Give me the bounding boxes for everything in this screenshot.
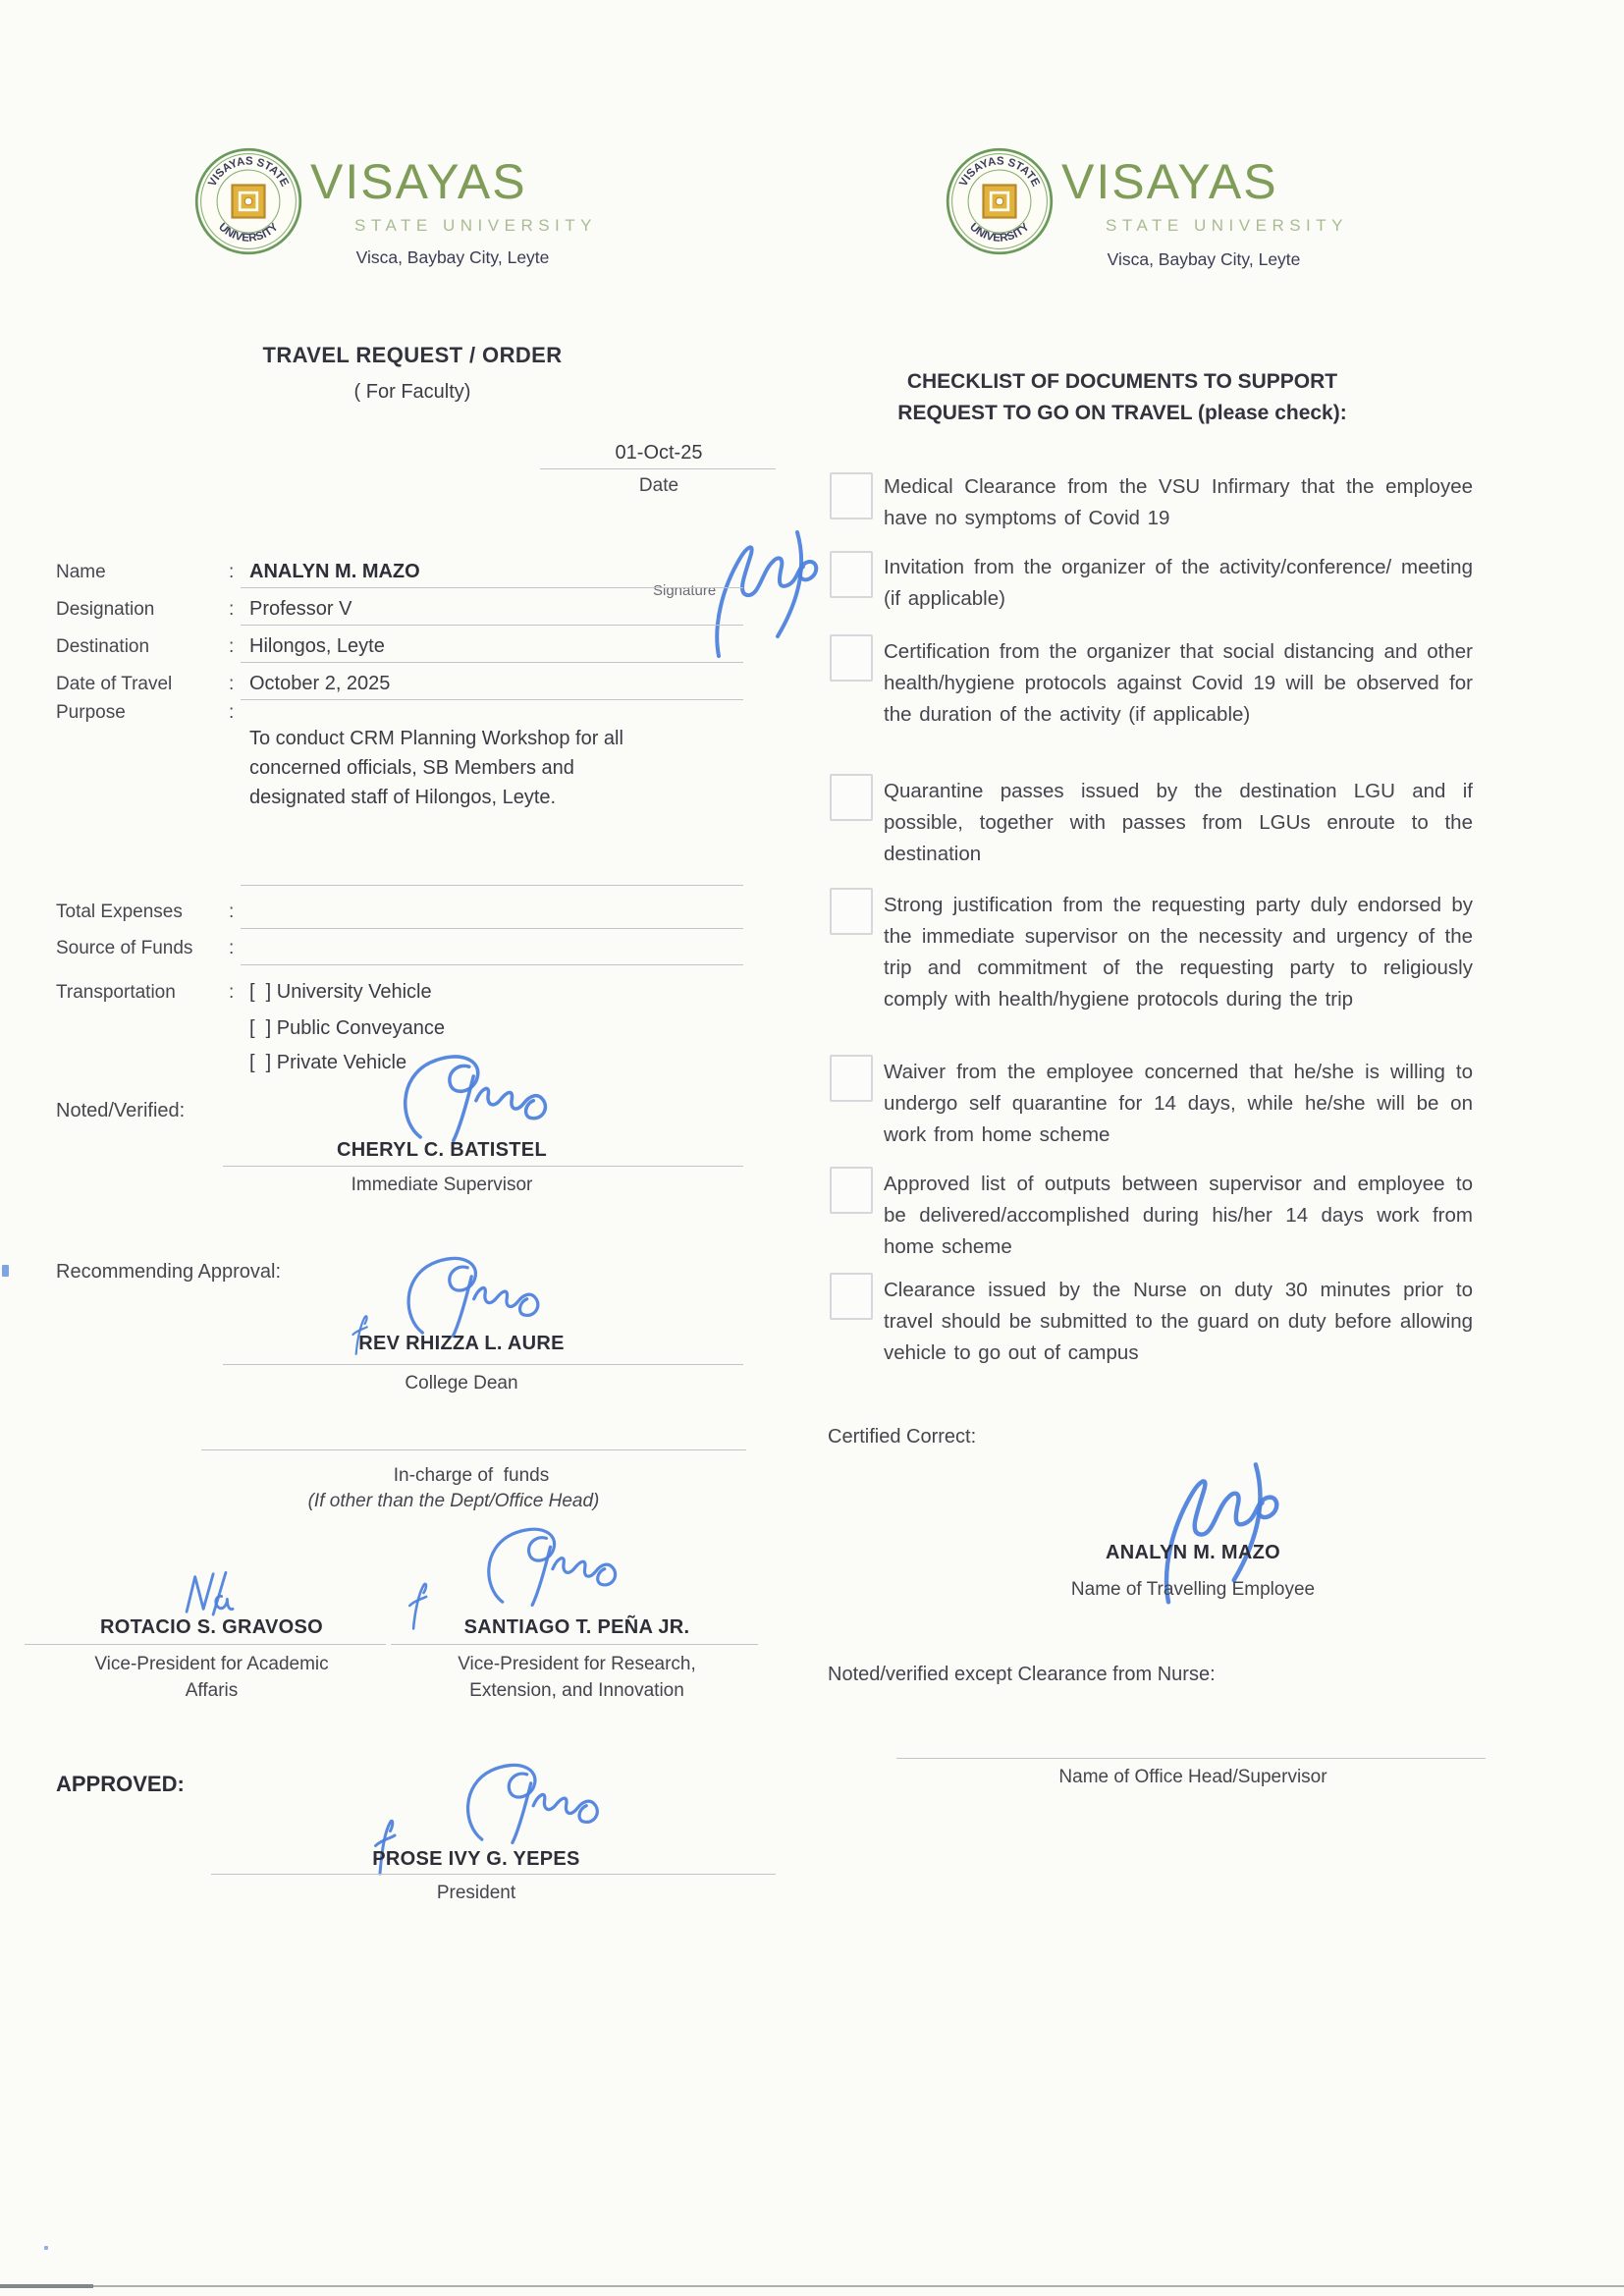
supervisor-underline: [223, 1166, 743, 1167]
in-charge-label: In-charge of funds: [393, 1465, 550, 1486]
recommending-approval-label: Recommending Approval:: [56, 1261, 282, 1283]
seal-text-top: VISAYAS STATE: [206, 155, 291, 190]
travelling-employee-title: Name of Travelling Employee: [1070, 1579, 1316, 1600]
checkbox-nurse-clearance: [830, 1273, 873, 1320]
vp-research-signature: [471, 1520, 653, 1607]
field-destination-value: Hilongos, Leyte: [249, 635, 385, 657]
colon: :: [229, 938, 235, 958]
checkbox-certification: [830, 634, 873, 682]
office-head-label: Name of Office Head/Supervisor: [1058, 1767, 1327, 1787]
total-expenses-underline: [241, 928, 743, 929]
na-handwritten-mark: [180, 1567, 243, 1618]
checkbox-waiver: [830, 1055, 873, 1102]
checkbox-medical-clearance: [830, 472, 873, 519]
field-transportation-label: Transportation: [56, 982, 176, 1003]
field-designation-value: Professor V: [249, 598, 352, 620]
vp-research-title-1: Vice-President for Research,: [458, 1654, 696, 1674]
approved-label: APPROVED:: [56, 1772, 185, 1796]
dean-signature: [393, 1249, 574, 1338]
signature-label: Signature: [653, 582, 717, 599]
scan-artifact: [2, 1265, 9, 1277]
vp-academic-name: ROTACIO S. GRAVOSO: [100, 1616, 323, 1638]
checklist-item: Clearance issued by the Nurse on duty 30 minutes prior to travel should be submitted to the guard on duty before allowing vehicle to go out of campus: [884, 1279, 1473, 1364]
president-name: PROSE IVY G. YEPES: [372, 1848, 580, 1870]
date-underline: [540, 468, 776, 469]
date-label: Date: [638, 475, 679, 496]
field-date-of-travel-value: October 2, 2025: [249, 673, 391, 694]
university-subname: STATE UNIVERSITY: [1106, 216, 1349, 235]
vp-research-title-2: Extension, and Innovation: [469, 1680, 684, 1701]
university-seal-icon: [946, 147, 1054, 255]
noted-except-label: Noted/verified except Clearance from Nurse:: [828, 1664, 1216, 1685]
field-name-underline: [241, 587, 743, 588]
travelling-employee-name: ANALYN M. MAZO: [1106, 1542, 1280, 1563]
university-name: VISAYAS: [310, 154, 527, 209]
vp-research-underline: [391, 1644, 758, 1645]
seal-text-bottom: UNIVERSITY: [216, 221, 281, 245]
checkbox-quarantine-passes: [830, 774, 873, 821]
purpose-underline: [241, 885, 743, 886]
field-name-label: Name: [56, 562, 106, 582]
supervisor-title: Immediate Supervisor: [351, 1175, 533, 1195]
scan-edge-line: [0, 2284, 93, 2288]
scan-artifact: [44, 2246, 48, 2250]
field-date-of-travel-label: Date of Travel: [56, 674, 173, 694]
supervisor-name: CHERYL C. BATISTEL: [337, 1139, 547, 1161]
university-logo-right: [946, 147, 1368, 275]
university-seal-icon: [194, 147, 302, 255]
dean-title: College Dean: [405, 1373, 518, 1394]
field-designation-underline: [241, 625, 743, 626]
transportation-option-private-vehicle: [ ] Private Vehicle: [249, 1052, 407, 1073]
field-purpose-label: Purpose: [56, 702, 126, 723]
university-subname: STATE UNIVERSITY: [354, 216, 598, 235]
checklist-title-line1: CHECKLIST OF DOCUMENTS TO SUPPORT: [906, 370, 1338, 393]
form-title: TRAVEL REQUEST / ORDER: [262, 343, 563, 367]
colon: :: [229, 562, 235, 582]
field-destination-label: Destination: [56, 636, 150, 657]
checkbox-approved-outputs: [830, 1167, 873, 1214]
field-name-value: ANALYN M. MAZO: [249, 561, 420, 582]
date-value: 01-Oct-25: [615, 442, 703, 464]
president-signature: [420, 1756, 666, 1844]
checklist-item: Strong justification from the requesting party duly endorsed by the immediate supervisor on the necessity and urgency of the trip and commitment of the requesting party to religiously comply with health/hygiene protocols during the trip: [884, 894, 1473, 1011]
field-purpose-value: To conduct CRM Planning Workshop for all concerned officials, SB Members and designated staff of Hilongos, Leyte.: [249, 728, 623, 808]
university-address: Visca, Baybay City, Leyte: [355, 247, 550, 267]
university-name: VISAYAS: [1061, 154, 1278, 209]
checklist-title-line2: REQUEST TO GO ON TRAVEL (please check):: [897, 402, 1347, 424]
in-charge-note: (If other than the Dept/Office Head): [307, 1491, 600, 1511]
vp-academic-title-2: Affaris: [185, 1680, 239, 1701]
vp-academic-title-1: Vice-President for Academic: [94, 1654, 329, 1674]
colon: :: [229, 636, 235, 657]
checkbox-strong-justification: [830, 888, 873, 935]
university-address: Visca, Baybay City, Leyte: [1107, 249, 1301, 269]
supervisor-signature: [391, 1043, 582, 1146]
in-charge-underline: [201, 1449, 746, 1450]
source-of-funds-underline: [241, 964, 743, 965]
colon: :: [229, 902, 235, 922]
field-date-of-travel-underline: [241, 699, 743, 700]
colon: :: [229, 982, 235, 1003]
dean-name: REV RHIZZA L. AURE: [358, 1333, 565, 1354]
field-total-expenses-label: Total Expenses: [56, 902, 183, 922]
transportation-option-public-conveyance: [ ] Public Conveyance: [249, 1017, 445, 1039]
president-title: President: [436, 1883, 516, 1903]
dean-underline: [223, 1364, 743, 1365]
president-underline: [211, 1874, 776, 1875]
field-designation-label: Designation: [56, 599, 155, 620]
checklist-item: Invitation from the organizer of the activity/conference/ meeting (if applicable): [884, 556, 1473, 610]
office-head-underline: [896, 1758, 1486, 1759]
form-subtitle: ( For Faculty): [353, 381, 471, 403]
field-source-of-funds-label: Source of Funds: [56, 938, 193, 958]
colon: :: [229, 599, 235, 620]
transportation-option-university-vehicle: [ ] University Vehicle: [249, 981, 432, 1003]
colon: :: [229, 674, 235, 694]
checklist-item: Waiver from the employee concerned that he/she is willing to undergo self quarantine for 14 days, while he/she will be on work from home scheme: [884, 1061, 1473, 1146]
checklist-item: Quarantine passes issued by the destination LGU and if possible, together with passes from LGUs enroute to the destination: [884, 780, 1473, 865]
seal-text-top: VISAYAS STATE: [957, 155, 1042, 190]
checkbox-invitation: [830, 551, 873, 598]
noted-verified-label: Noted/Verified:: [56, 1100, 186, 1121]
checklist-item: Medical Clearance from the VSU Infirmary that the employee have no symptoms of Covid 19: [884, 475, 1473, 529]
seal-text-bottom: UNIVERSITY: [967, 221, 1032, 245]
vp-academic-underline: [25, 1644, 386, 1645]
scan-edge-line: [0, 2285, 1624, 2287]
certified-correct-label: Certified Correct:: [828, 1426, 977, 1448]
colon: :: [229, 702, 235, 723]
vp-research-name: SANTIAGO T. PEÑA JR.: [463, 1616, 690, 1638]
checklist-item: Certification from the organizer that social distancing and other health/hygiene protocols against Covid 19 will be observed for the duration of the activity (if applicable): [884, 640, 1473, 726]
checklist-item: Approved list of outputs between supervisor and employee to be delivered/accomplished during his/her 14 days work from home scheme: [884, 1173, 1473, 1258]
field-destination-underline: [241, 662, 743, 663]
university-logo-left: [194, 147, 617, 275]
